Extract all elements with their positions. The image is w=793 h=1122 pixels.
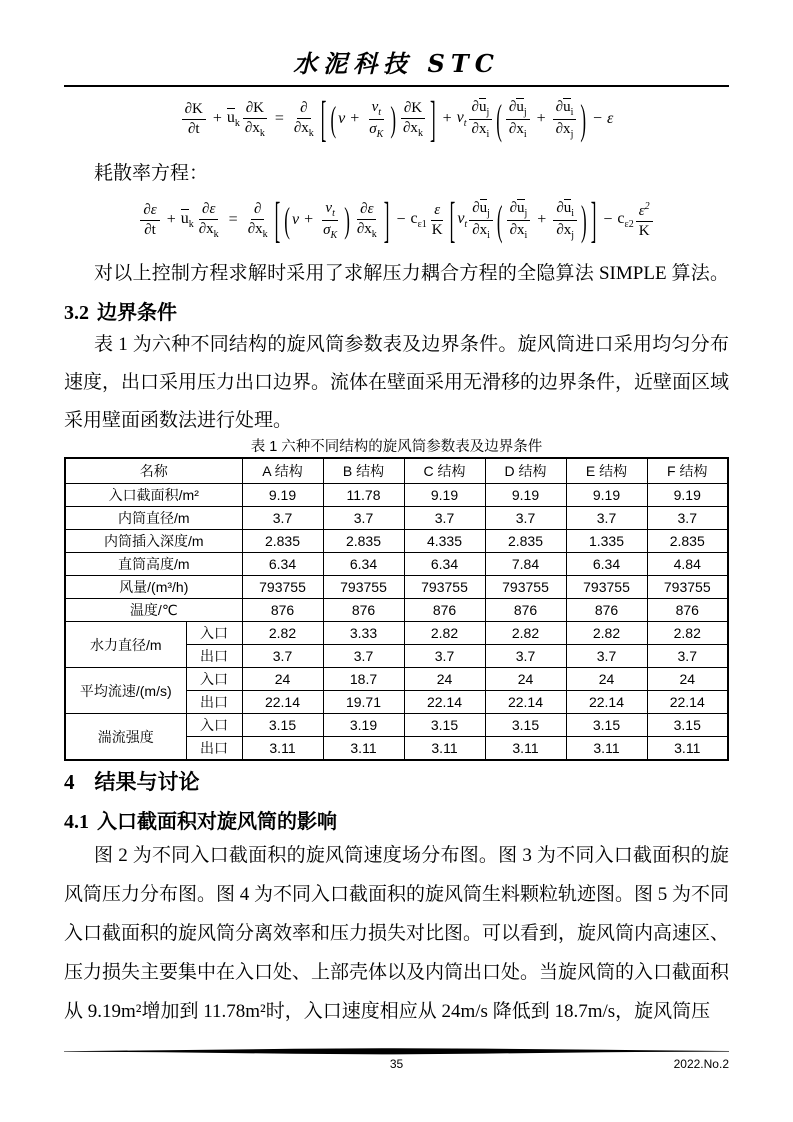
math-token: ε xyxy=(607,110,614,127)
table-row xyxy=(65,714,728,737)
math-token: [ xyxy=(274,192,281,248)
math-token: u xyxy=(479,200,488,216)
issue-number: 2022.No.2 xyxy=(673,1057,729,1071)
table-cell: 9.19 xyxy=(647,484,728,507)
math-token: ] xyxy=(383,192,390,248)
math-token: + xyxy=(212,110,222,127)
math-token xyxy=(431,202,443,221)
section-number: 4.1 xyxy=(64,811,89,833)
table-cell: 3.7 xyxy=(323,507,404,530)
math-token: $u_k$ xyxy=(226,109,240,130)
math-token: = xyxy=(228,211,238,228)
table-cell: 3.7 xyxy=(242,507,323,530)
math-token xyxy=(469,98,493,140)
math-token: u xyxy=(516,99,524,115)
math-token xyxy=(506,98,530,120)
math-token: $\partial x_k$ xyxy=(293,119,314,139)
table-cell: 9.19 xyxy=(242,484,323,507)
table-cell: 3.15 xyxy=(404,714,485,737)
table-cell: 876 xyxy=(485,599,566,622)
math-token: ∂K xyxy=(245,99,264,116)
table-row xyxy=(65,668,728,691)
math-token xyxy=(354,201,380,240)
table-cell: 3.11 xyxy=(647,737,728,761)
table-cell: 9.19 xyxy=(566,484,647,507)
table-cell: 793755 xyxy=(242,576,323,599)
math-token: ) xyxy=(581,196,587,244)
table-cell: E 结构 xyxy=(566,458,647,484)
math-token xyxy=(553,98,577,120)
table-cell: 3.19 xyxy=(323,714,404,737)
math-token: $c_{\varepsilon 1}$ xyxy=(410,209,427,231)
section-number: 4 xyxy=(64,770,75,794)
math-token: ∂ xyxy=(202,200,210,217)
math-token xyxy=(636,201,653,222)
table-cell: 温度/℃ xyxy=(65,599,242,622)
table-cell: 2.835 xyxy=(647,530,728,553)
math-token: ν xyxy=(291,211,300,228)
table-cell: 1.335 xyxy=(566,530,647,553)
math-token xyxy=(507,199,531,221)
table-caption: 表 1 六种不同结构的旋风筒参数表及边界条件 xyxy=(250,439,543,455)
math-token xyxy=(469,199,493,241)
table-cell: 6.34 xyxy=(566,553,647,576)
table-cell: 9.19 xyxy=(485,484,566,507)
table-cell: 793755 xyxy=(647,576,728,599)
math-token: ( xyxy=(330,99,337,139)
table-cell: 3.11 xyxy=(323,737,404,761)
math-token xyxy=(506,98,530,140)
section-title: 边界条件 xyxy=(97,302,177,324)
table-row xyxy=(65,507,728,530)
table-cell: 内筒插入深度/m xyxy=(65,530,242,553)
table-cell: 24 xyxy=(485,668,566,691)
math-token: ] xyxy=(429,91,436,147)
table-cell: 793755 xyxy=(485,576,566,599)
math-token: ε xyxy=(150,201,157,218)
math-token: ε xyxy=(367,200,374,217)
table-cell: 3.15 xyxy=(647,714,728,737)
math-token xyxy=(469,221,493,241)
dissipation-equation-label xyxy=(64,158,729,185)
math-token: u xyxy=(517,200,525,216)
table-cell: 24 xyxy=(647,668,728,691)
table-cell: 22.14 xyxy=(485,691,566,714)
section-title: 结果与讨论 xyxy=(94,770,200,794)
math-token: $\varepsilon^2$ xyxy=(638,200,650,219)
results-paragraph: 图 2 为不同入口截面积的旋风筒速度场分布图。图 3 为不同入口截面积的旋风筒压力分布图。图 4 为不同入口截面积的旋风筒生料颗粒轨迹图。图 5 为不同入口截面积的旋风筒分离效率和压力损失对比图。可以看到，旋风筒内高速区、压力损失主要集中在入口处、上部壳体以及内筒出口处。当旋风筒的入口截面积从 9.19m²增加到 11.78m²时，入口速度相应从 24m/s 降低到 18.7m/s，旋风筒压 xyxy=(64,845,730,1022)
math-token: $u_j$ xyxy=(478,99,490,118)
table-cell: 3.7 xyxy=(647,645,728,668)
math-token: ( xyxy=(496,196,503,244)
math-token xyxy=(400,100,426,139)
math-token: ) xyxy=(390,99,397,139)
math-token: u xyxy=(563,99,571,115)
boundary-conditions-paragraph: 表 1 为六种不同结构的旋风筒参数表及边界条件。旋风筒进口采用均匀分布速度，出口采用压力出口边界。流体在壁面采用无滑移的边界条件，近壁面区域采用壁面函数法进行处理。 xyxy=(64,334,730,431)
table-cell: 平均流速/(m/s) xyxy=(65,668,186,714)
math-token xyxy=(553,199,577,241)
math-token: ∂ xyxy=(300,99,308,116)
table-cell: 4.84 xyxy=(647,553,728,576)
math-token xyxy=(553,98,577,140)
math-token: + xyxy=(350,110,360,127)
math-token xyxy=(245,220,271,240)
math-token xyxy=(366,99,386,140)
simple-algorithm-paragraph: 对以上控制方程求解时采用了求解压力耦合方程的全隐算法 SIMPLE 算法。 xyxy=(94,263,729,284)
header-rule xyxy=(64,85,729,87)
math-token xyxy=(185,120,203,138)
math-token xyxy=(196,220,222,240)
math-token xyxy=(507,221,531,241)
math-token: $c_{\varepsilon 2}$ xyxy=(617,209,634,231)
dissipation-label-text: 耗散率方程： xyxy=(94,163,209,184)
math-token xyxy=(553,120,577,140)
math-token xyxy=(291,100,317,139)
math-token: $\partial x_i$ xyxy=(471,121,490,140)
table-row xyxy=(65,553,728,576)
table-cell: 3.7 xyxy=(323,645,404,668)
math-token xyxy=(251,201,264,220)
math-token xyxy=(366,120,386,140)
table-cell: 2.835 xyxy=(323,530,404,553)
math-token: $\partial x_k$ xyxy=(356,220,377,240)
math-token xyxy=(553,199,577,221)
math-token: K xyxy=(431,221,443,238)
math-token xyxy=(291,119,317,139)
math-token xyxy=(469,120,493,140)
table-cell: 水力直径/m xyxy=(65,622,186,668)
math-token: $\partial x_i$ xyxy=(508,121,527,140)
table-cell: A 结构 xyxy=(242,458,323,484)
math-token xyxy=(140,202,159,221)
math-token xyxy=(141,221,159,239)
math-token: + xyxy=(537,211,547,228)
table-cell: 3.11 xyxy=(566,737,647,761)
math-token: u xyxy=(180,210,189,228)
table-cell: 3.7 xyxy=(242,645,323,668)
math-token: ∂ xyxy=(509,200,517,216)
math-token: ) xyxy=(580,95,587,143)
table-cell: 6.34 xyxy=(242,553,323,576)
math-token: + xyxy=(166,211,176,228)
table-cell: 3.7 xyxy=(404,507,485,530)
table-cell: 入口 xyxy=(186,622,242,645)
table-cell: 4.335 xyxy=(404,530,485,553)
table-cell: 出口 xyxy=(186,691,242,714)
math-token: ∂ xyxy=(472,200,480,216)
math-token: + xyxy=(536,110,546,127)
journal-title: 水泥科技 STC xyxy=(293,49,500,78)
math-token: [ xyxy=(320,91,327,147)
table-cell: 793755 xyxy=(404,576,485,599)
table-cell: 入口截面积/m² xyxy=(65,484,242,507)
table-cell: 3.11 xyxy=(485,737,566,761)
table-cell: 3.7 xyxy=(566,507,647,530)
math-token: ν xyxy=(338,110,346,127)
math-token: $\partial x_j$ xyxy=(556,222,575,241)
math-token: ( xyxy=(496,95,502,143)
table-body xyxy=(65,458,728,760)
math-token: $\nu_t$ xyxy=(456,108,467,130)
table-cell: 出口 xyxy=(186,737,242,761)
table-cell: 2.82 xyxy=(647,622,728,645)
table-row xyxy=(65,576,728,599)
k-equation xyxy=(64,88,729,150)
table-cell: 3.7 xyxy=(485,507,566,530)
math-token: ] xyxy=(590,192,597,248)
table-row xyxy=(65,599,728,622)
math-token: ∂t xyxy=(187,120,200,137)
math-token: $\sigma_K$ xyxy=(323,221,338,241)
table-cell: 直筒高度/m xyxy=(65,553,242,576)
math-token: ∂ xyxy=(471,99,479,115)
table-cell: 2.835 xyxy=(242,530,323,553)
table-cell: 22.14 xyxy=(647,691,728,714)
table-cell: 2.835 xyxy=(485,530,566,553)
table-cell: 2.82 xyxy=(404,622,485,645)
table-cell: 6.34 xyxy=(404,553,485,576)
table-row xyxy=(65,622,728,645)
table-cell: 3.7 xyxy=(485,645,566,668)
math-token: ε xyxy=(434,201,441,218)
math-token: u xyxy=(478,99,487,115)
math-token: ∂K xyxy=(403,99,423,116)
math-token xyxy=(429,202,446,239)
math-token: $u_i$ xyxy=(563,99,574,118)
math-token xyxy=(469,98,493,120)
math-token xyxy=(357,201,376,220)
math-token: − xyxy=(603,211,613,228)
math-token: ∂ xyxy=(555,99,564,115)
math-token: ∂ xyxy=(508,99,517,115)
table-cell: 内筒直径/m xyxy=(65,507,242,530)
math-token: ∂ xyxy=(143,201,151,218)
table-cell: 22.14 xyxy=(242,691,323,714)
math-token: + xyxy=(442,110,452,127)
math-token: $u_j$ xyxy=(479,200,490,219)
math-token: $u_k$ xyxy=(180,210,194,231)
math-token xyxy=(354,220,380,240)
table-cell: 3.11 xyxy=(242,737,323,761)
table-cell: 24 xyxy=(566,668,647,691)
math-token: − xyxy=(396,211,406,228)
math-token: ) xyxy=(344,200,350,240)
table-cell: 876 xyxy=(323,599,404,622)
math-token xyxy=(401,100,425,119)
math-token: $\partial x_k$ xyxy=(403,119,423,139)
table-cell: 3.7 xyxy=(647,507,728,530)
math-token: $\sigma_K$ xyxy=(369,120,384,140)
math-token: ∂K xyxy=(184,100,203,117)
math-token: − xyxy=(593,110,603,127)
table-cell: 3.15 xyxy=(242,714,323,737)
table-cell: B 结构 xyxy=(323,458,404,484)
math-token xyxy=(322,200,337,221)
math-token xyxy=(297,100,310,119)
math-token xyxy=(506,120,530,140)
table-row xyxy=(65,484,728,507)
table-cell: 3.7 xyxy=(404,645,485,668)
table-row xyxy=(65,530,728,553)
table-cell: 876 xyxy=(566,599,647,622)
table-cell: 18.7 xyxy=(323,668,404,691)
table-cell: F 结构 xyxy=(647,458,728,484)
math-token: u xyxy=(563,200,572,216)
math-token: $\partial x_i$ xyxy=(509,222,528,241)
math-token: $u_j$ xyxy=(517,200,528,219)
math-token: $\nu_t$ xyxy=(325,199,335,219)
section-4-1-heading xyxy=(64,805,337,834)
table-cell: 876 xyxy=(647,599,728,622)
math-token xyxy=(429,221,446,239)
table-cell: 名称 xyxy=(65,458,242,484)
table-cell: 9.19 xyxy=(404,484,485,507)
math-token: ∂ xyxy=(253,200,262,217)
math-token: + xyxy=(304,211,314,228)
math-token: ( xyxy=(284,200,290,240)
table-cell: 出口 xyxy=(186,645,242,668)
table-cell: D 结构 xyxy=(485,458,566,484)
table-cell: 11.78 xyxy=(323,484,404,507)
math-token: $\nu_t$ xyxy=(371,98,382,118)
math-token xyxy=(140,202,159,239)
page-number: 35 xyxy=(389,1057,404,1071)
math-token xyxy=(507,199,531,241)
math-token xyxy=(182,101,206,138)
math-token: K xyxy=(638,222,650,239)
math-token xyxy=(242,119,268,139)
math-token: ∂ xyxy=(556,200,564,216)
math-token xyxy=(320,200,340,241)
math-token xyxy=(243,100,267,119)
section-4-heading xyxy=(64,766,200,796)
table-cell: 6.34 xyxy=(323,553,404,576)
math-token xyxy=(199,201,218,220)
table-cell: 入口 xyxy=(186,714,242,737)
table-cell: 793755 xyxy=(566,576,647,599)
section-number: 3.2 xyxy=(64,302,89,324)
math-token: $\partial x_k$ xyxy=(244,119,265,139)
math-token xyxy=(636,201,653,240)
table-cell: C 结构 xyxy=(404,458,485,484)
math-token: ε xyxy=(209,200,216,217)
math-token: $\partial x_k$ xyxy=(247,220,268,240)
table-cell: 7.84 xyxy=(485,553,566,576)
math-token: = xyxy=(274,110,284,127)
table-cell: 入口 xyxy=(186,668,242,691)
epsilon-equation xyxy=(64,188,729,252)
table-cell: 793755 xyxy=(323,576,404,599)
math-token: u xyxy=(226,109,235,127)
math-token: $u_j$ xyxy=(516,99,527,118)
math-token xyxy=(182,101,206,120)
math-token: $\partial x_k$ xyxy=(198,220,219,240)
math-token: ∂t xyxy=(144,221,156,238)
math-token xyxy=(245,201,271,240)
table-cell: 22.14 xyxy=(566,691,647,714)
math-token xyxy=(242,100,268,139)
footer-rule xyxy=(64,1047,729,1056)
table-cell: 2.82 xyxy=(485,622,566,645)
math-token xyxy=(400,119,426,139)
math-token xyxy=(320,221,340,241)
table-cell: 3.11 xyxy=(404,737,485,761)
table-cell: 2.82 xyxy=(566,622,647,645)
table-row xyxy=(65,458,728,484)
table-cell: 3.15 xyxy=(485,714,566,737)
math-token: ∂ xyxy=(360,200,368,217)
table-cell: 风量/(m³/h) xyxy=(65,576,242,599)
table-cell: 24 xyxy=(404,668,485,691)
math-token xyxy=(196,201,222,240)
math-token: $\partial x_i$ xyxy=(472,222,490,241)
math-token: $\nu_t$ xyxy=(457,209,468,231)
table-cell: 2.82 xyxy=(242,622,323,645)
parameters-table xyxy=(64,457,729,761)
math-token xyxy=(369,99,384,120)
math-token: [ xyxy=(449,192,456,248)
table-cell: 19.71 xyxy=(323,691,404,714)
table-cell: 3.33 xyxy=(323,622,404,645)
math-token xyxy=(636,222,653,240)
table-cell: 湍流强度 xyxy=(65,714,186,761)
math-token xyxy=(469,199,493,221)
section-3-2-heading xyxy=(64,296,177,325)
table-cell: 3.7 xyxy=(566,645,647,668)
math-token: $u_i$ xyxy=(563,200,575,219)
table-cell: 876 xyxy=(404,599,485,622)
math-token: $\partial x_j$ xyxy=(555,121,574,140)
math-token xyxy=(553,221,577,241)
table-cell: 22.14 xyxy=(404,691,485,714)
table-cell: 3.15 xyxy=(566,714,647,737)
table-cell: 876 xyxy=(242,599,323,622)
section-title: 入口截面积对旋风筒的影响 xyxy=(97,811,337,833)
table-cell: 24 xyxy=(242,668,323,691)
